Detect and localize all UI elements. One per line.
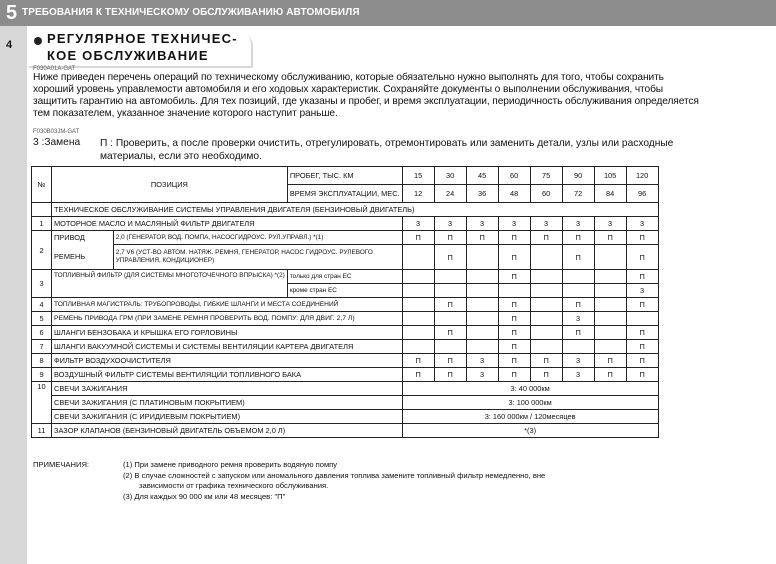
- section-title-row: [32, 203, 659, 217]
- value-cell: [434, 312, 466, 326]
- value-cell: П: [498, 368, 530, 382]
- row-name: ЗАЗОР КЛАПАНОВ (БЕНЗИНОВЫЙ ДВИГАТЕЛЬ ОБЪЕМОМ 2,0 Л): [52, 424, 403, 438]
- maintenance-table: [31, 166, 659, 438]
- page-number: 4: [6, 39, 13, 51]
- value-cell: [594, 298, 626, 312]
- value-cell: 3: [626, 217, 658, 231]
- value-cell: П: [530, 231, 562, 245]
- table-row: [32, 340, 659, 354]
- value-cell: [594, 312, 626, 326]
- value-cell: [466, 340, 498, 354]
- col-position-header: ПОЗИЦИЯ: [52, 167, 288, 203]
- value-cell: 3: [562, 217, 594, 231]
- value-cell: П: [402, 368, 434, 382]
- notes-label: ПРИМЕЧАНИЯ:: [33, 460, 90, 469]
- doc-code-1: F030A01A-GAT: [33, 66, 76, 72]
- section-title-line2: КОЕ ОБСЛУЖИВАНИЕ: [47, 48, 209, 63]
- value-cell: 3: [626, 284, 658, 298]
- value-cell: [434, 270, 466, 284]
- page-sidebar: [0, 26, 27, 564]
- value-cell: П: [498, 340, 530, 354]
- row-name: ПРИВОД: [52, 231, 114, 245]
- value-cell: 3: [434, 217, 466, 231]
- row-name: МОТОРНОЕ МАСЛО И МАСЛЯНЫЙ ФИЛЬТР ДВИГАТЕЛЯ: [52, 217, 403, 231]
- row-number: 11: [32, 424, 52, 438]
- value-cell: 3: [594, 217, 626, 231]
- note-2b: зависимости от графика технического обслуживания.: [139, 481, 329, 490]
- value-cell: [594, 284, 626, 298]
- value-cell: [466, 270, 498, 284]
- row-name: РЕМЕНЬ: [52, 245, 114, 270]
- value-cell: П: [594, 368, 626, 382]
- table-row: [32, 396, 659, 410]
- value-cell: 3: [466, 368, 498, 382]
- value-cell: [594, 270, 626, 284]
- value-cell: П: [402, 231, 434, 245]
- table-row: [32, 245, 659, 270]
- value-cell: П: [562, 298, 594, 312]
- value-cell: [530, 340, 562, 354]
- value-cell: [498, 284, 530, 298]
- row-name: ШЛАНГИ ВАКУУМНОЙ СИСТЕМЫ И СИСТЕМЫ ВЕНТИЛЯЦИИ КАРТЕРА ДВИГАТЕЛЯ: [52, 340, 403, 354]
- chapter-number: 5: [6, 2, 18, 24]
- value-cell: П: [562, 231, 594, 245]
- value-cell: [402, 340, 434, 354]
- note-2a: (2) В случае сложностей с запуском или аномального давления топлива замените топливный фильтр немедленно, вне: [123, 470, 546, 480]
- km-cell: 105: [594, 167, 626, 185]
- section-title: [47, 30, 247, 64]
- section-title-line1: РЕГУЛЯРНОЕ ТЕХНИЧЕС-: [47, 31, 238, 46]
- row-number: 6: [32, 326, 52, 340]
- value-cell: П: [626, 270, 658, 284]
- table-row: [32, 368, 659, 382]
- row-subname: 2,7 V6 (УСТ-ВО АВТОМ. НАТЯЖ. РЕМНЯ, ГЕНЕРАТОР, НАСОС ГИДРОУС. РУЛЕВОГО УПРАВЛЕНИЯ, КОНДИЦИОНЕР): [113, 245, 402, 270]
- value-cell: [434, 340, 466, 354]
- value-cell: П: [626, 354, 658, 368]
- value-cell: 3: [562, 368, 594, 382]
- value-cell: 3: [402, 217, 434, 231]
- value-cell: [402, 245, 434, 270]
- value-cell: [626, 312, 658, 326]
- row-number: 1: [32, 217, 52, 231]
- value-cell: П: [562, 245, 594, 270]
- value-cell: П: [594, 231, 626, 245]
- row-name: СВЕЧИ ЗАЖИГАНИЯ: [52, 382, 403, 396]
- value-cell: П: [498, 270, 530, 284]
- value-cell: П: [530, 368, 562, 382]
- value-cell: П: [498, 312, 530, 326]
- row-name: РЕМЕНЬ ПРИВОДА ГРМ (ПРИ ЗАМЕНЕ РЕМНЯ ПРОВЕРИТЬ ВОД. ПОМПУ: ДЛЯ ДВИГ. 2,7 Л): [52, 312, 403, 326]
- value-cell: [402, 270, 434, 284]
- value-cell: П: [626, 245, 658, 270]
- note-3: (3) Для каждых 90 000 км или 48 месяцев: "П": [123, 491, 286, 501]
- value-cell: [402, 312, 434, 326]
- notes-list: [123, 460, 723, 502]
- month-cell: 72: [562, 185, 594, 203]
- month-cell: 96: [626, 185, 658, 203]
- value-cell: 3: [562, 312, 594, 326]
- value-cell: П: [498, 298, 530, 312]
- month-cell: 60: [530, 185, 562, 203]
- legend-replace: 3 :Замена: [33, 137, 81, 148]
- table-section-title: ТЕХНИЧЕСКОЕ ОБСЛУЖИВАНИЕ СИСТЕМЫ УПРАВЛЕНИЯ ДВИГАТЕЛЯ (БЕНЗИНОВЫЙ ДВИГАТЕЛЬ): [52, 203, 659, 217]
- value-cell: [562, 340, 594, 354]
- value-cell: П: [466, 231, 498, 245]
- value-cell: [466, 298, 498, 312]
- value-cell: П: [498, 354, 530, 368]
- value-cell: П: [434, 368, 466, 382]
- row-name: ТОПЛИВНАЯ МАГИСТРАЛЬ: ТРУБОПРОВОДЫ, ГИБКИЕ ШЛАНГИ И МЕСТА СОЕДИНЕНИЙ: [52, 298, 403, 312]
- value-cell: 3: [466, 217, 498, 231]
- value-cell: [466, 312, 498, 326]
- km-cell: 45: [466, 167, 498, 185]
- km-cell: 75: [530, 167, 562, 185]
- value-cell: П: [626, 326, 658, 340]
- month-cell: 84: [594, 185, 626, 203]
- value-cell: П: [498, 245, 530, 270]
- value-cell: [466, 326, 498, 340]
- value-cell: [594, 326, 626, 340]
- row-name: ТОПЛИВНЫЙ ФИЛЬТР (ДЛЯ СИСТЕМЫ МНОГОТОЧЕЧНОГО ВПРЫСКА) *(2): [52, 270, 288, 298]
- value-cell: 3: [466, 354, 498, 368]
- row-subname: кроме стран ЕС: [287, 284, 402, 298]
- month-cell: 24: [434, 185, 466, 203]
- row-number: 10: [32, 382, 52, 424]
- value-cell: П: [594, 354, 626, 368]
- value-cell: П: [434, 326, 466, 340]
- km-cell: 15: [402, 167, 434, 185]
- value-cell: 3: 40 000км: [402, 382, 658, 396]
- value-cell: [530, 270, 562, 284]
- value-cell: *(3): [402, 424, 658, 438]
- value-cell: П: [434, 245, 466, 270]
- value-cell: [402, 284, 434, 298]
- row-subname: только для стран ЕС: [287, 270, 402, 284]
- legend-inspect: П : Проверить, а после проверки очистить, отрегулировать, отремонтировать или заменить детали, узлы или расходные материалы, если это необходимо.: [100, 138, 674, 162]
- km-cell: 60: [498, 167, 530, 185]
- km-cell: 30: [434, 167, 466, 185]
- value-cell: [402, 298, 434, 312]
- row-number: 8: [32, 354, 52, 368]
- value-cell: 3: 160 000км / 120месяцев: [402, 410, 658, 424]
- table-row: [32, 217, 659, 231]
- table-row: [32, 298, 659, 312]
- table-row: [32, 354, 659, 368]
- row-subname: 2,0 (ГЕНЕРАТОР, ВОД. ПОМПА, НАСОСГИДРОУС. РУЛ.УПРАВЛ.) *(1): [113, 231, 402, 245]
- value-cell: 3: 100 000км: [402, 396, 658, 410]
- row-number: 9: [32, 368, 52, 382]
- table-row: [32, 382, 659, 396]
- month-cell: 36: [466, 185, 498, 203]
- chapter-header-bar: [0, 0, 776, 26]
- value-cell: [562, 284, 594, 298]
- km-cell: 120: [626, 167, 658, 185]
- value-cell: [530, 245, 562, 270]
- table-row: [32, 312, 659, 326]
- value-cell: П: [530, 354, 562, 368]
- table-row: [32, 231, 659, 245]
- month-cell: 48: [498, 185, 530, 203]
- value-cell: [466, 245, 498, 270]
- row-number: 7: [32, 340, 52, 354]
- value-cell: П: [562, 326, 594, 340]
- value-cell: [530, 284, 562, 298]
- value-cell: П: [498, 326, 530, 340]
- row-number: 5: [32, 312, 52, 326]
- row-name: СВЕЧИ ЗАЖИГАНИЯ (С ПЛАТИНОВЫМ ПОКРЫТИЕМ): [52, 396, 403, 410]
- month-cell: 12: [402, 185, 434, 203]
- note-1: (1) При замене приводного ремня проверить водяную помпу: [123, 460, 338, 469]
- doc-code-2: F030B03JM-GAT: [33, 129, 80, 135]
- value-cell: 3: [498, 217, 530, 231]
- header-row-km: [32, 167, 659, 185]
- value-cell: [434, 284, 466, 298]
- table-row: [32, 410, 659, 424]
- value-cell: [594, 340, 626, 354]
- row-number: 4: [32, 298, 52, 312]
- value-cell: П: [626, 298, 658, 312]
- value-cell: П: [402, 354, 434, 368]
- value-cell: [466, 284, 498, 298]
- value-cell: П: [626, 340, 658, 354]
- value-cell: [530, 298, 562, 312]
- row-name: ШЛАНГИ БЕНЗОБАКА И КРЫШКА ЕГО ГОРЛОВИНЫ: [52, 326, 403, 340]
- table-row: [32, 270, 659, 284]
- value-cell: П: [626, 231, 658, 245]
- value-cell: 3: [562, 354, 594, 368]
- section-bullet-icon: [34, 37, 42, 45]
- km-cell: 90: [562, 167, 594, 185]
- chapter-title: ТРЕБОВАНИЯ К ТЕХНИЧЕСКОМУ ОБСЛУЖИВАНИЮ АВТОМОБИЛЯ: [22, 7, 360, 18]
- value-cell: П: [626, 368, 658, 382]
- value-cell: П: [434, 354, 466, 368]
- km-label: ПРОБЕГ, ТЫС. КМ: [287, 167, 402, 185]
- value-cell: 3: [530, 217, 562, 231]
- value-cell: [530, 326, 562, 340]
- value-cell: [402, 326, 434, 340]
- value-cell: П: [498, 231, 530, 245]
- value-cell: [562, 270, 594, 284]
- row-number: 3: [32, 270, 52, 298]
- row-name: ФИЛЬТР ВОЗДУХООЧИСТИТЕЛЯ: [52, 354, 403, 368]
- value-cell: П: [434, 298, 466, 312]
- value-cell: [530, 312, 562, 326]
- table-row: [32, 424, 659, 438]
- months-label: ВРЕМЯ ЭКСПЛУАТАЦИИ, МЕС.: [287, 185, 402, 203]
- row-name: ВОЗДУШНЫЙ ФИЛЬТР СИСТЕМЫ ВЕНТИЛЯЦИИ ТОПЛИВНОГО БАКА: [52, 368, 403, 382]
- value-cell: П: [434, 231, 466, 245]
- value-cell: [594, 245, 626, 270]
- row-name: СВЕЧИ ЗАЖИГАНИЯ (С ИРИДИЕВЫМ ПОКРЫТИЕМ): [52, 410, 403, 424]
- intro-paragraph: Ниже приведен перечень операций по техническому обслуживанию, которые обязательно нужно выполнять для того, чтобы сохранить хороший уровень управлемости автомобиля и его ходовых характеристик. Сохраняйте документы о выполнении обслуживания, чтобы защитить гарантию на автомобиль. Для тех позиций, где указаны и пробег, и время эксплуатации, периодичность обслуживания определяется тем показателем, указанное значение которого наступит раньше.: [33, 72, 699, 119]
- row-number: 2: [32, 231, 52, 270]
- table-row: [32, 326, 659, 340]
- col-no-header: №: [32, 167, 52, 203]
